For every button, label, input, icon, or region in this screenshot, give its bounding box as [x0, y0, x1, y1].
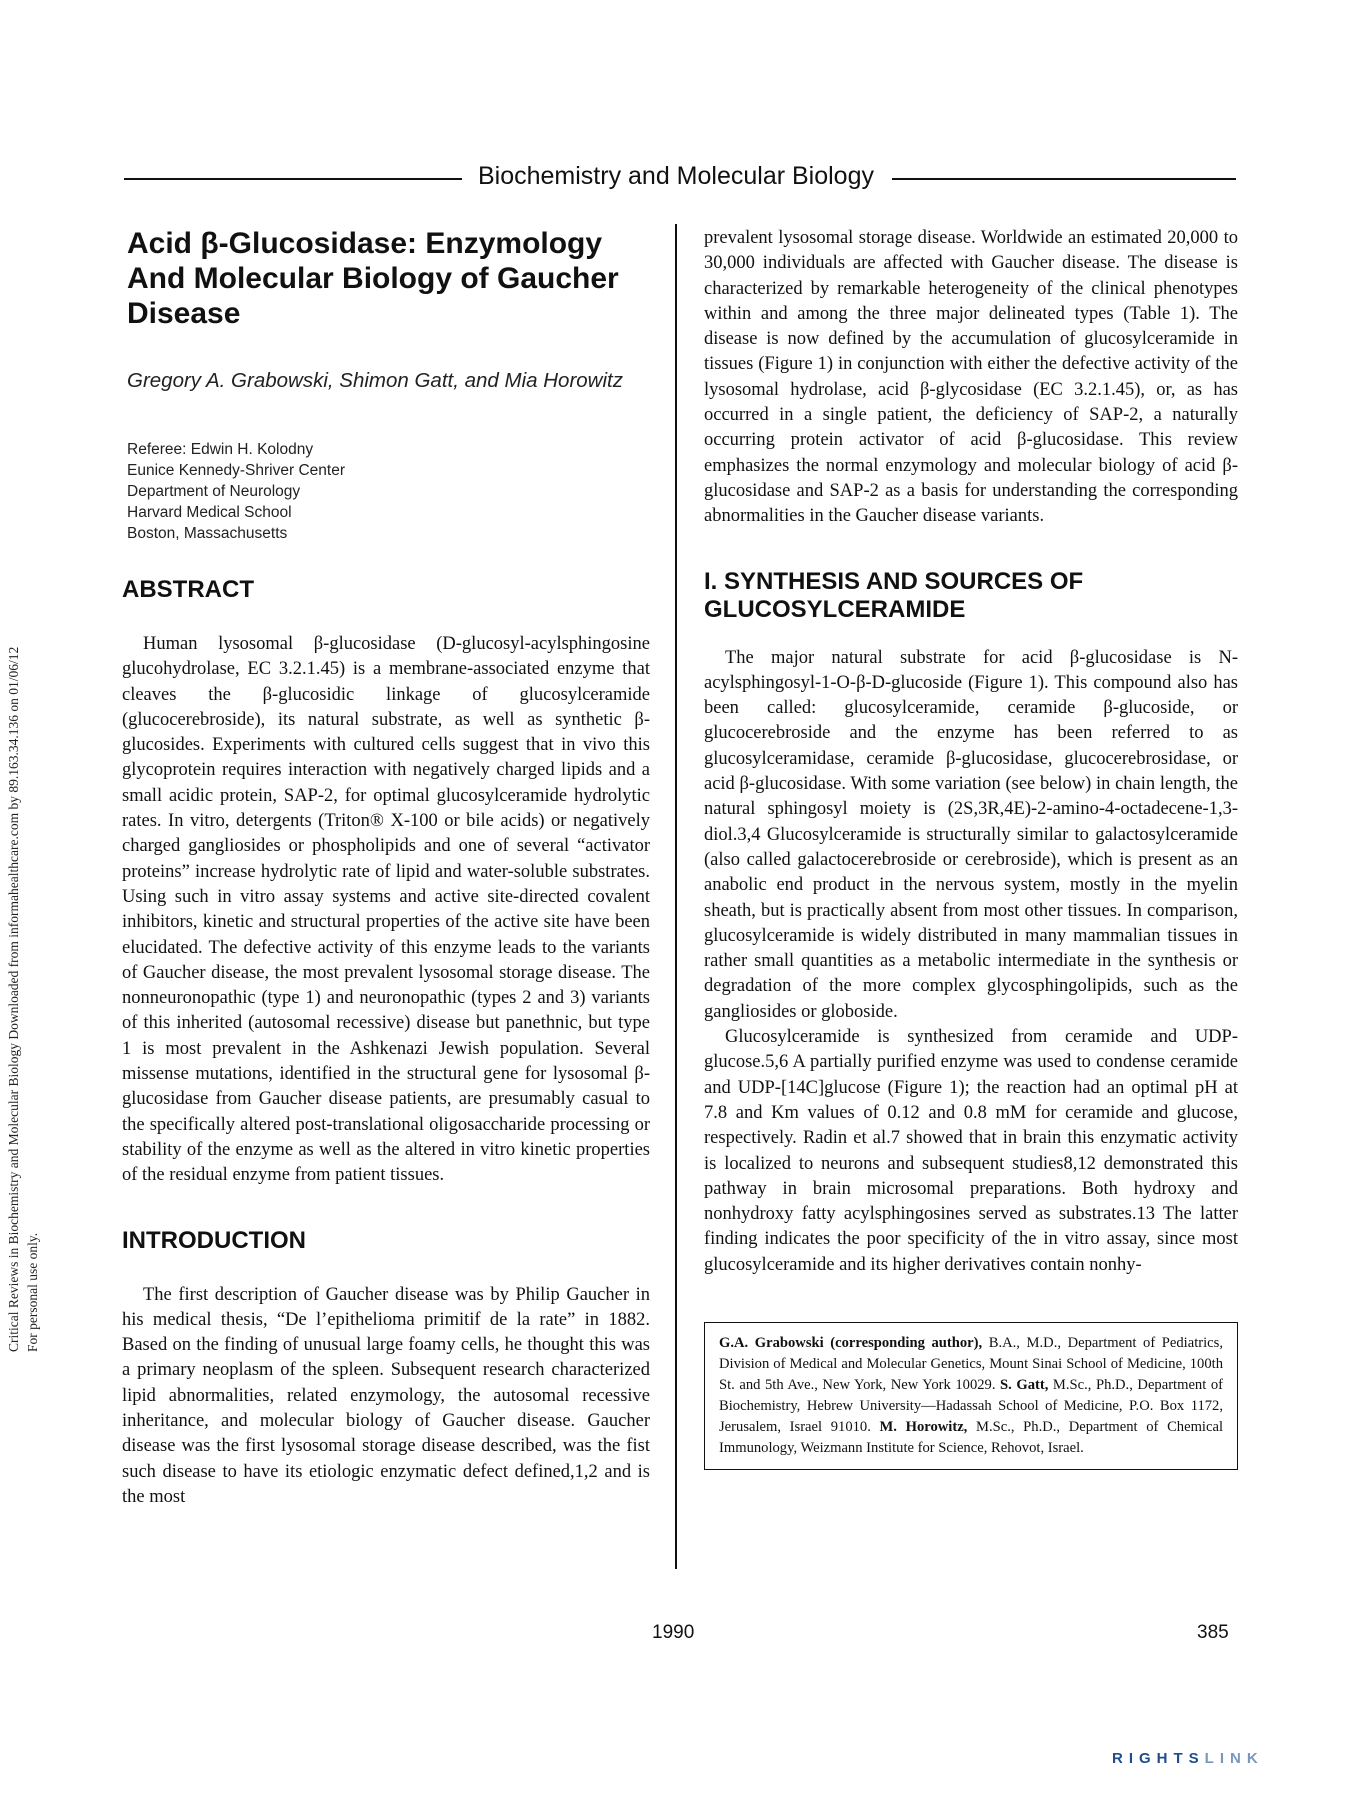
- referee-line: Department of Neurology: [127, 483, 301, 500]
- article-title: Acid β-Glucosidase: Enzymology And Molecular Biology of Gaucher Disease: [127, 227, 619, 330]
- introduction-text-continued: prevalent lysosomal storage disease. Worldwide an estimated 20,000 to 30,000 individuals are affected with Gaucher disease. The disease is characterized by remarkable heterogeneity of the clinical phenotypes within and among the three major delineated types (Table 1). The disease is now defined by the accumulation of glucosylceramide in tissues (Figure 1) in conjunction with either the defective activity of the lysosomal hydrolase, acid β-glycosidase (EC 3.2.1.45), or, as has occurred in a single patient, the deficiency of SAP-2, a naturally occurring protein activator of acid β-glucosidase. This review emphasizes the normal enzymology and molecular biology of acid β-glucosidase and SAP-2 as a basis for understanding the corresponding abnormalities in the Gaucher disease variants.: [704, 228, 1238, 527]
- section-1-heading: I. SYNTHESIS AND SOURCES OF GLUCOSYLCERAMIDE: [704, 567, 1084, 623]
- affiliation-text: B.A., M.D., Department of Pediatrics, Division of Medical and Molecular Genetics, Mount Sinai School of Medicine, 100th St. and 5th Ave., New York, New York 10029.: [719, 1334, 1223, 1393]
- article-authors: Gregory A. Grabowski, Shimon Gatt, and Mia Horowitz: [127, 369, 623, 392]
- column-divider: [675, 224, 677, 1569]
- rightslink-logo-tail: LINK: [1204, 1750, 1264, 1767]
- referee-line: Harvard Medical School: [127, 504, 292, 521]
- affiliation-author-name: S. Gatt,: [1000, 1376, 1049, 1393]
- referee-line: Referee: Edwin H. Kolodny: [127, 441, 314, 458]
- watermark-line-1: Critical Reviews in Biochemistry and Molecular Biology Downloaded from informahealthcare.com by 89.163.34.136 on 01/06/12: [6, 646, 21, 1352]
- page-number: 385: [1197, 1622, 1229, 1643]
- referee-line: Eunice Kennedy-Shriver Center: [127, 462, 345, 479]
- header-rule-right: [892, 178, 1236, 180]
- introduction-text: The first description of Gaucher disease was by Philip Gaucher in his medical thesis, “De l’epithelioma primitif de la rate” in 1882. Based on the finding of unusual large foamy cells, he thought this was a primary neoplasm of the spleen. Subsequent research characterized lipid abnormalities, related enzymology, the autosomal recessive inheritance, and molecular biology of Gaucher disease. Gaucher disease was the first lysosomal storage disease described, was the fist such disease to have its etiologic enzymatic defect defined,1,2 and is the most: [122, 1284, 650, 1507]
- author-affiliations-box: [704, 1322, 1238, 1470]
- section-1-paragraph-1: The major natural substrate for acid β-glucosidase is N-acylsphingosyl-1-O-β-D-glucoside (Figure 1). This compound also has been called: glucosylceramide, ceramide β-glucoside, or glucocerebroside and the enzyme has been referred to as glucosylceramidase, ceramide β-glucosidase, glucocerebrosidase, or acid β-glucosidase. With some variation (see below) in chain length, the natural sphingosyl moiety is (2S,3R,4E)-2-amino-4-octadecene-1,3-diol.3,4 Glucosylceramide is structurally similar to galactosylceramide (also called galactocerebroside or cerebroside), which is present as an anabolic end product in the nervous system, mostly in the myelin sheath, but is practically absent from most other tissues. In comparison, glucosylceramide is widely distributed in many mammalian tissues in rather small quantities as a metabolic intermediate in the synthesis or degradation of the more complex glycosphingolipids, such as the gangliosides or globoside.: [704, 647, 1238, 1022]
- rightslink-logo-main: RIGHTS: [1112, 1750, 1205, 1767]
- header-rule-left: [124, 178, 462, 180]
- abstract-heading: ABSTRACT: [122, 576, 254, 603]
- introduction-heading: INTRODUCTION: [122, 1226, 306, 1254]
- referee-line: Boston, Massachusetts: [127, 525, 288, 542]
- right-column: [704, 226, 1238, 1470]
- affiliation-author-name: M. Horowitz,: [879, 1418, 968, 1435]
- left-column: [122, 226, 650, 1510]
- referee-block: [127, 439, 650, 544]
- abstract-text: Human lysosomal β-glucosidase (D-glucosyl-acylsphingosine glucohydrolase, EC 3.2.1.45) is a membrane-associated enzyme that cleaves the β-glucosidic linkage of glucosylceramide (glucocerebroside), its natural substrate, as well as synthetic β-glucosides. Experiments with cultured cells suggest that in vivo this glycoprotein requires interaction with negatively charged lipids and a small acidic protein, SAP-2, for optimal glucosylceramide hydrolytic rates. In vitro, detergents (Triton® X-100 or bile acids) or negatively charged gangliosides or phospholipids and one of several “activator proteins” increase hydrolytic rate of lipid and water-soluble substrates. Using such in vitro assay systems and active site-directed covalent inhibitors, kinetic and structural properties of the active site have been elucidated. The defective activity of this enzyme leads to the variants of Gaucher disease, the most prevalent lysosomal storage disease. The nonneuronopathic (type 1) and neuronopathic (types 2 and 3) variants of this inherited (autosomal recessive) disease but panethnic, but type 1 is most prevalent in the Ashkenazi Jewish population. Several missense mutations, identified in the structural gene for lysosomal β-glucosidase from Gaucher disease patients, are presumably casual to the specifically altered post-translational oligosaccharide processing or stability of the enzyme as well as the altered in vitro kinetic properties of the residual enzyme from patient tissues.: [122, 634, 650, 1186]
- journal-running-head: Biochemistry and Molecular Biology: [477, 162, 874, 190]
- watermark-line-2: For personal use only.: [25, 1232, 40, 1352]
- affiliation-text: M.Sc., Ph.D., Department of Chemical Immunology, Weizmann Institute for Science, Rehovot, Israel.: [719, 1418, 1223, 1456]
- affiliation-author-name: G.A. Grabowski (corresponding author),: [719, 1334, 983, 1351]
- affiliation-text: M.Sc., Ph.D., Department of Biochemistry, Hebrew University—Hadassah School of Medicine, P.O. Box 1172, Jerusalem, Israel 91010.: [719, 1376, 1223, 1435]
- rightslink-logo[interactable]: [1112, 1750, 1264, 1767]
- section-1-paragraph-2: Glucosylceramide is synthesized from ceramide and UDP-glucose.5,6 A partially purified enzyme was used to condense ceramide and UDP-[14C]glucose (Figure 1); the reaction had an optimal pH at 7.8 and Km values of 0.12 and 0.8 mM for ceramide and glucose, respectively. Radin et al.7 showed that in brain this enzymatic activity is localized to neurons and subsequent studies8,12 demonstrated this pathway in brain microsomal preparations. Both hydroxy and nonhydroxy fatty acylsphingosines served as substrates.13 The latter finding indicates the poor specificity of the in vitro assay, since most glucosylceramide and its higher derivatives contain nonhy-: [704, 1027, 1238, 1275]
- page-year: 1990: [652, 1622, 695, 1643]
